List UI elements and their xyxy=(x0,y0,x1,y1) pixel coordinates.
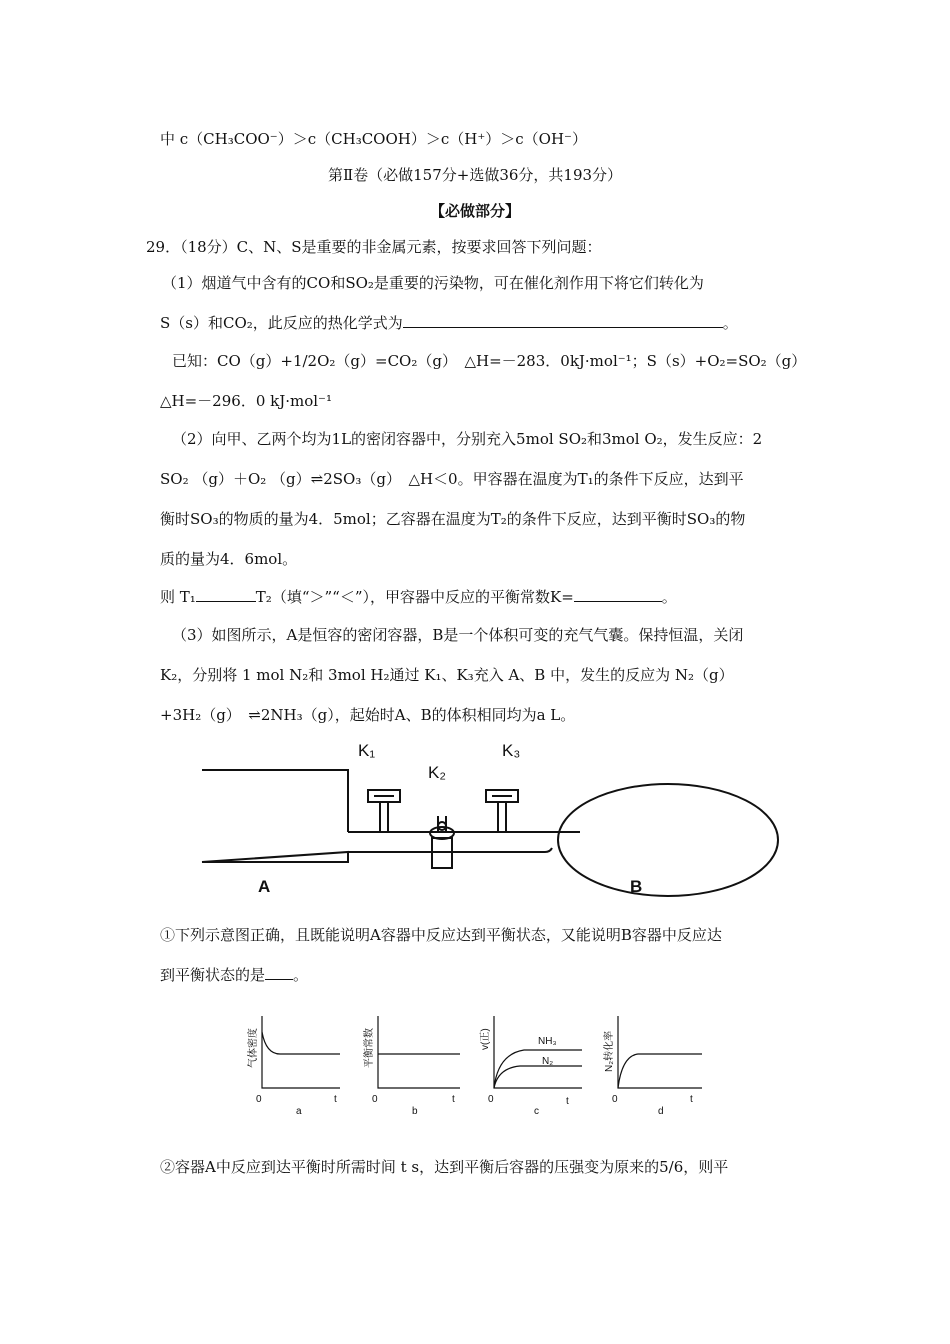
graph-b-ylabel: 平衡常数 xyxy=(364,1028,375,1068)
section-heading: 第Ⅱ卷（必做157分+选做36分，共193分） xyxy=(327,166,623,184)
graph-a-caption: a xyxy=(296,1106,302,1117)
text-line-13 xyxy=(160,586,677,607)
text-line-9: （2）向甲、乙两个均为1L的密闭容器中，分别充入5mol SO₂和3mol O₂，发生反应：2 xyxy=(172,430,763,448)
graph-c-curve1-label: NH₃ xyxy=(538,1036,557,1047)
text-line-8: △H=－296．0 kJ·mol⁻¹ xyxy=(160,392,332,410)
text-line-10: SO₂ （g）＋O₂ （g）⇌2SO₃（g） △H＜0。甲容器在温度为T₁的条件下反应，达到平 xyxy=(160,470,744,488)
apparatus-figure xyxy=(190,730,780,900)
label-B: B xyxy=(630,877,643,896)
graph-c-ylabel: v(正) xyxy=(480,1028,491,1050)
question-29-title: 29．（18分）C、N、S是重要的非金属元素，按要求回答下列问题： xyxy=(146,238,602,256)
text-line-6 xyxy=(160,312,738,333)
graph-c-caption: c xyxy=(534,1106,539,1117)
text-line-19: ②容器A中反应到达平衡时所需时间 t s，达到平衡后容器的压强变为原来的5/6，则平 xyxy=(160,1158,729,1176)
text-line-6a: S（s）和CO₂，此反应的热化学式为 xyxy=(160,314,403,332)
graph-a-origin: 0 xyxy=(256,1094,262,1105)
graph-a-xlabel: t xyxy=(334,1094,337,1105)
label-K3: K₃ xyxy=(502,741,521,760)
text-line-13b: T₂（填“＞”“＜”），甲容器中反应的平衡常数K= xyxy=(255,588,574,606)
answer-blank-1[interactable] xyxy=(403,313,723,328)
text-line-18a: 到平衡状态的是 xyxy=(160,966,266,984)
answer-blank-4[interactable] xyxy=(265,965,293,980)
graph-d-xlabel: t xyxy=(690,1094,693,1105)
answer-blank-3[interactable] xyxy=(574,587,662,602)
text-line-14: （3）如图所示，A是恒容的密闭容器，B是一个体积可变的充气气囊。保持恒温，关闭 xyxy=(172,626,744,644)
graph-b-xlabel: t xyxy=(452,1094,455,1105)
label-K1: K₁ xyxy=(358,741,376,760)
label-K2: K₂ xyxy=(428,763,446,782)
text-line-6b: 。 xyxy=(722,314,738,332)
text-line-15: K₂，分别将 1 mol N₂和 3mol H₂通过 K₁、K₃充入 A、B 中，发生的反应为 N₂（g） xyxy=(160,666,734,684)
graph-d-ylabel: N₂转化率 xyxy=(604,1030,615,1072)
text-line-16: +3H₂（g） ⇌2NH₃（g），起始时A、B的体积相同均为a L。 xyxy=(160,706,576,724)
text-line-13a: 则 T₁ xyxy=(160,588,196,606)
graph-c-curve2-label: N₂ xyxy=(542,1056,554,1067)
graph-b-origin: 0 xyxy=(372,1094,378,1105)
text-line-17: ①下列示意图正确，且既能说明A容器中反应达到平衡状态，又能说明B容器中反应达 xyxy=(160,926,722,944)
graphs-figure xyxy=(240,1010,720,1120)
graph-c-xlabel: t xyxy=(566,1096,569,1107)
text-line-7: 已知：CO（g）+1/2O₂（g）=CO₂（g） △H=－283．0kJ·mol⁻¹；S（s）+O₂=SO₂（g） xyxy=(172,352,807,370)
graph-c-origin: 0 xyxy=(488,1094,494,1105)
text-line-1: 中 c（CH₃COO⁻）＞c（CH₃COOH）＞c（H⁺）＞c（OH⁻） xyxy=(160,130,587,148)
text-line-5: （1）烟道气中含有的CO和SO₂是重要的污染物，可在催化剂作用下将它们转化为 xyxy=(162,274,704,292)
text-line-11: 衡时SO₃的物质的量为4．5mol；乙容器在温度为T₂的条件下反应，达到平衡时SO₃的物 xyxy=(160,510,746,528)
graph-b-caption: b xyxy=(412,1106,418,1117)
text-line-12: 质的量为4．6mol。 xyxy=(160,550,298,568)
graph-a-ylabel: 气体密度 xyxy=(248,1028,259,1068)
label-A: A xyxy=(258,877,271,896)
answer-blank-2[interactable] xyxy=(196,587,256,602)
graph-d-origin: 0 xyxy=(612,1094,618,1105)
graph-d-caption: d xyxy=(658,1106,664,1117)
text-line-18b: 。 xyxy=(293,966,309,984)
text-line-18 xyxy=(160,964,308,985)
section-subheading: 【必做部分】 xyxy=(429,202,520,220)
text-line-13c: 。 xyxy=(661,588,677,606)
